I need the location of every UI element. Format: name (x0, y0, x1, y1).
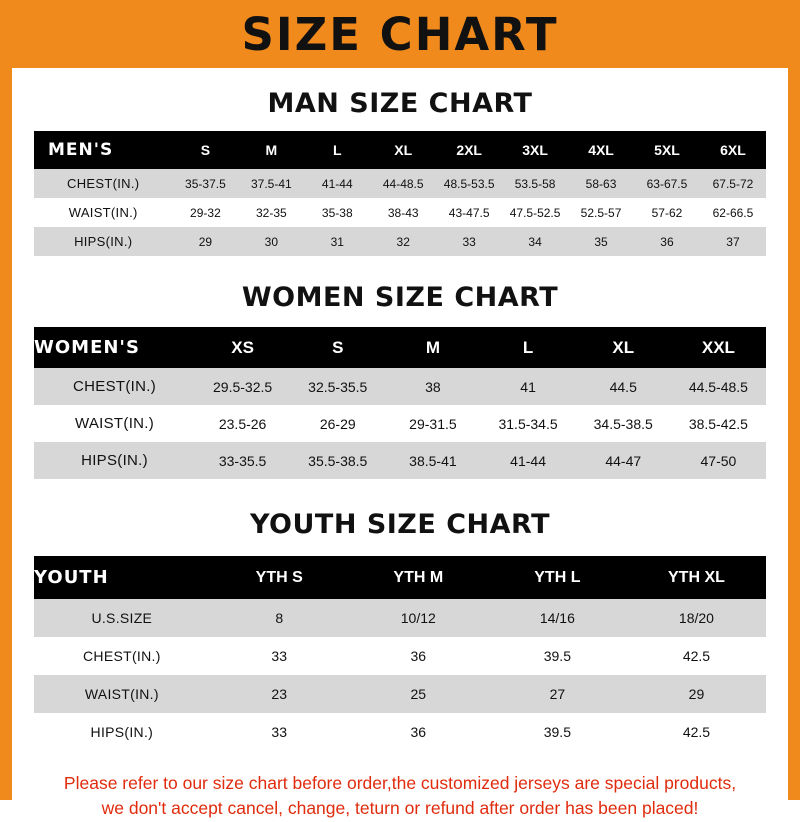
cell: 33 (210, 637, 349, 675)
cell: 67.5-72 (700, 169, 766, 198)
cell: 34.5-38.5 (576, 405, 671, 442)
row-label-chest: CHEST(IN.) (34, 368, 195, 405)
cell: 29.5-32.5 (195, 368, 290, 405)
table-row (34, 405, 766, 442)
row-label-waist: WAIST(IN.) (34, 198, 172, 227)
cell: 23 (210, 675, 349, 713)
col-header-m: M (238, 131, 304, 169)
col-header-l: L (481, 327, 576, 368)
cell: 42.5 (627, 637, 766, 675)
cell: 38.5-42.5 (671, 405, 766, 442)
table-row (34, 713, 766, 751)
cell: 33 (210, 713, 349, 751)
col-header-men: MEN'S (34, 131, 172, 169)
cell: 35.5-38.5 (290, 442, 385, 479)
table-row (34, 675, 766, 713)
col-header-s: S (290, 327, 385, 368)
col-header-yth-s: YTH S (210, 556, 349, 599)
cell: 18/20 (627, 599, 766, 637)
table-row (34, 368, 766, 405)
table-row (34, 169, 766, 198)
cell: 29-32 (172, 198, 238, 227)
man-size-table (34, 131, 766, 256)
header-banner (0, 0, 800, 68)
cell: 32.5-35.5 (290, 368, 385, 405)
cell: 44.5-48.5 (671, 368, 766, 405)
col-header-yth-m: YTH M (349, 556, 488, 599)
cell: 10/12 (349, 599, 488, 637)
row-label-waist: WAIST(IN.) (34, 405, 195, 442)
row-label-hips: HIPS(IN.) (34, 227, 172, 256)
table-header-row (34, 556, 766, 599)
cell: 39.5 (488, 713, 627, 751)
col-header-xl: XL (576, 327, 671, 368)
cell: 29-31.5 (385, 405, 480, 442)
cell: 35-38 (304, 198, 370, 227)
cell: 14/16 (488, 599, 627, 637)
col-header-4xl: 4XL (568, 131, 634, 169)
cell: 37 (700, 227, 766, 256)
cell: 44.5 (576, 368, 671, 405)
table-header-row (34, 327, 766, 368)
man-section-title: MAN SIZE CHART (267, 88, 533, 119)
row-label-waist: WAIST(IN.) (34, 675, 210, 713)
row-label-chest: CHEST(IN.) (34, 637, 210, 675)
cell: 27 (488, 675, 627, 713)
col-header-l: L (304, 131, 370, 169)
youth-size-table (34, 556, 766, 751)
cell: 41 (481, 368, 576, 405)
cell: 52.5-57 (568, 198, 634, 227)
cell: 38-43 (370, 198, 436, 227)
footer-note-line1: Please refer to our size chart before order,the customized jerseys are special products, (63, 773, 737, 793)
row-label-hips: HIPS(IN.) (34, 713, 210, 751)
cell: 44-48.5 (370, 169, 436, 198)
col-header-3xl: 3XL (502, 131, 568, 169)
cell: 36 (634, 227, 700, 256)
row-label-hips: HIPS(IN.) (34, 442, 195, 479)
content-area (12, 88, 788, 822)
cell: 58-63 (568, 169, 634, 198)
cell: 43-47.5 (436, 198, 502, 227)
cell: 31.5-34.5 (481, 405, 576, 442)
cell: 39.5 (488, 637, 627, 675)
cell: 41-44 (304, 169, 370, 198)
row-label-chest: CHEST(IN.) (34, 169, 172, 198)
row-label-us-size: U.S.SIZE (34, 599, 210, 637)
cell: 35 (568, 227, 634, 256)
col-header-xl: XL (370, 131, 436, 169)
cell: 33 (436, 227, 502, 256)
table-row (34, 637, 766, 675)
cell: 29 (172, 227, 238, 256)
col-header-yth-xl: YTH XL (627, 556, 766, 599)
col-header-xs: XS (195, 327, 290, 368)
cell: 31 (304, 227, 370, 256)
footer-note (34, 771, 766, 822)
cell: 42.5 (627, 713, 766, 751)
cell: 62-66.5 (700, 198, 766, 227)
col-header-xxl: XXL (671, 327, 766, 368)
table-row (34, 198, 766, 227)
col-header-6xl: 6XL (700, 131, 766, 169)
cell: 38.5-41 (385, 442, 480, 479)
col-header-yth-l: YTH L (488, 556, 627, 599)
col-header-2xl: 2XL (436, 131, 502, 169)
col-header-m: M (385, 327, 480, 368)
cell: 36 (349, 713, 488, 751)
col-header-youth: YOUTH (34, 556, 210, 599)
cell: 32 (370, 227, 436, 256)
table-row (34, 599, 766, 637)
cell: 37.5-41 (238, 169, 304, 198)
cell: 47-50 (671, 442, 766, 479)
women-section-title: WOMEN SIZE CHART (241, 282, 559, 313)
table-header-row (34, 131, 766, 169)
cell: 48.5-53.5 (436, 169, 502, 198)
col-header-s: S (172, 131, 238, 169)
col-header-womens: WOMEN'S (34, 327, 195, 368)
cell: 30 (238, 227, 304, 256)
cell: 38 (385, 368, 480, 405)
cell: 34 (502, 227, 568, 256)
cell: 36 (349, 637, 488, 675)
cell: 25 (349, 675, 488, 713)
women-size-table (34, 327, 766, 479)
cell: 41-44 (481, 442, 576, 479)
table-row (34, 442, 766, 479)
cell: 44-47 (576, 442, 671, 479)
page-title: SIZE CHART (241, 7, 559, 61)
table-row (34, 227, 766, 256)
cell: 8 (210, 599, 349, 637)
cell: 63-67.5 (634, 169, 700, 198)
cell: 47.5-52.5 (502, 198, 568, 227)
cell: 26-29 (290, 405, 385, 442)
cell: 23.5-26 (195, 405, 290, 442)
cell: 33-35.5 (195, 442, 290, 479)
cell: 53.5-58 (502, 169, 568, 198)
cell: 57-62 (634, 198, 700, 227)
cell: 35-37.5 (172, 169, 238, 198)
youth-section-title: YOUTH SIZE CHART (249, 509, 551, 540)
cell: 29 (627, 675, 766, 713)
cell: 32-35 (238, 198, 304, 227)
col-header-5xl: 5XL (634, 131, 700, 169)
footer-note-line2: we don't accept cancel, change, teturn or refund after order has been placed! (101, 798, 699, 819)
